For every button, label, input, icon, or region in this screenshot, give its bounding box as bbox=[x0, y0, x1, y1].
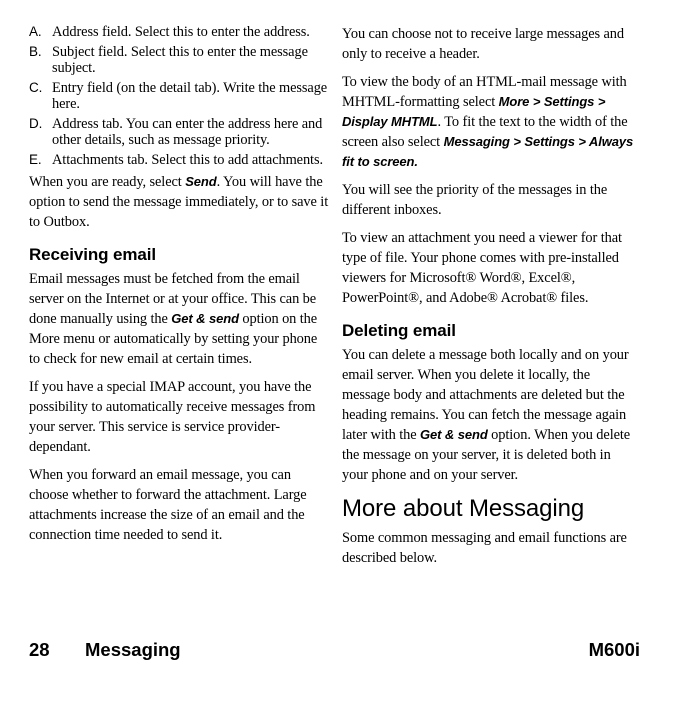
receiving-heading: Receiving email bbox=[29, 245, 157, 264]
get-send-command: Get & send bbox=[171, 311, 239, 326]
right-paragraph-3: You will see the priority of the messages in the different inboxes. bbox=[342, 182, 608, 218]
deleting-paragraph: You can delete a message both locally and on your email server. When you delete it locally, the message body and attachments are deleted but the heading remains. You can fetch the message again later with the Get & send option. When you delete the message on your server, it is deleted both in your phone and on your server. bbox=[342, 347, 631, 483]
right-paragraph-2: To view the body of an HTML-mail message with MHTML-formatting select More > Settings > Display MHTML. To fit the text to the width of the screen also select Messaging > Settings > Always fit to screen. bbox=[342, 74, 634, 169]
deleting-heading: Deleting email bbox=[342, 321, 456, 340]
right-paragraph-4: To view an attachment you need a viewer for that type of file. Your phone comes with pre-installed viewers for Microsoft® Word®, Excel®, PowerPoint®, and Adobe® Acrobat® files. bbox=[342, 230, 622, 306]
list-text: Attachments tab. Select this to add attachments. bbox=[52, 151, 323, 168]
receiving-paragraph-1: Email messages must be fetched from the email server on the Internet or at your office. This can be done manually using the Get & send option on the More menu or automatically by setting your phone to check for new email at certain times. bbox=[29, 271, 318, 367]
left-column bbox=[29, 24, 329, 553]
section-title: Messaging bbox=[85, 639, 181, 660]
list-letter: A. bbox=[29, 24, 42, 39]
right-paragraph-1: You can choose not to receive large messages and only to receive a header. bbox=[342, 26, 625, 62]
more-heading: More about Messaging bbox=[342, 495, 585, 522]
list-letter: D. bbox=[29, 115, 43, 131]
field-list bbox=[29, 24, 329, 168]
receiving-paragraph-2: If you have a special IMAP account, you have the possibility to automatically receive messages from your server. This service is service provider-dependant. bbox=[29, 379, 316, 455]
list-item bbox=[29, 116, 329, 149]
page-footer bbox=[29, 639, 640, 663]
send-command: Send bbox=[185, 174, 217, 189]
list-item bbox=[29, 152, 329, 169]
model-name: M600i bbox=[588, 639, 640, 660]
list-text: Entry field (on the detail tab). Write the message here. bbox=[52, 79, 328, 112]
get-send-command: Get & send bbox=[420, 427, 488, 442]
list-item bbox=[29, 44, 329, 77]
receiving-paragraph-3: When you forward an email message, you can choose whether to forward the attachment. Large attachments increase the size of an email and the connection time needed to send it. bbox=[29, 467, 307, 543]
more-paragraph: Some common messaging and email functions are described below. bbox=[342, 530, 627, 566]
right-column bbox=[342, 24, 640, 576]
fit-screen-path: Messaging > Settings > Always fit to screen. bbox=[342, 134, 634, 169]
list-text: Subject field. Select this to enter the message subject. bbox=[52, 43, 308, 76]
list-item bbox=[29, 80, 329, 113]
send-paragraph: When you are ready, select Send. You will have the option to send the message immediately, or to save it to Outbox. bbox=[29, 174, 329, 230]
display-mhtml-path: More > Settings > Display MHTML bbox=[342, 94, 606, 129]
list-text: Address field. Select this to enter the address. bbox=[52, 24, 310, 40]
list-text: Address tab. You can enter the address here and other details, such as message priority. bbox=[52, 115, 323, 148]
list-letter: E. bbox=[29, 151, 42, 167]
list-item bbox=[29, 24, 329, 41]
page-number: 28 bbox=[29, 639, 50, 660]
list-letter: C. bbox=[29, 79, 43, 95]
list-letter: B. bbox=[29, 43, 42, 59]
